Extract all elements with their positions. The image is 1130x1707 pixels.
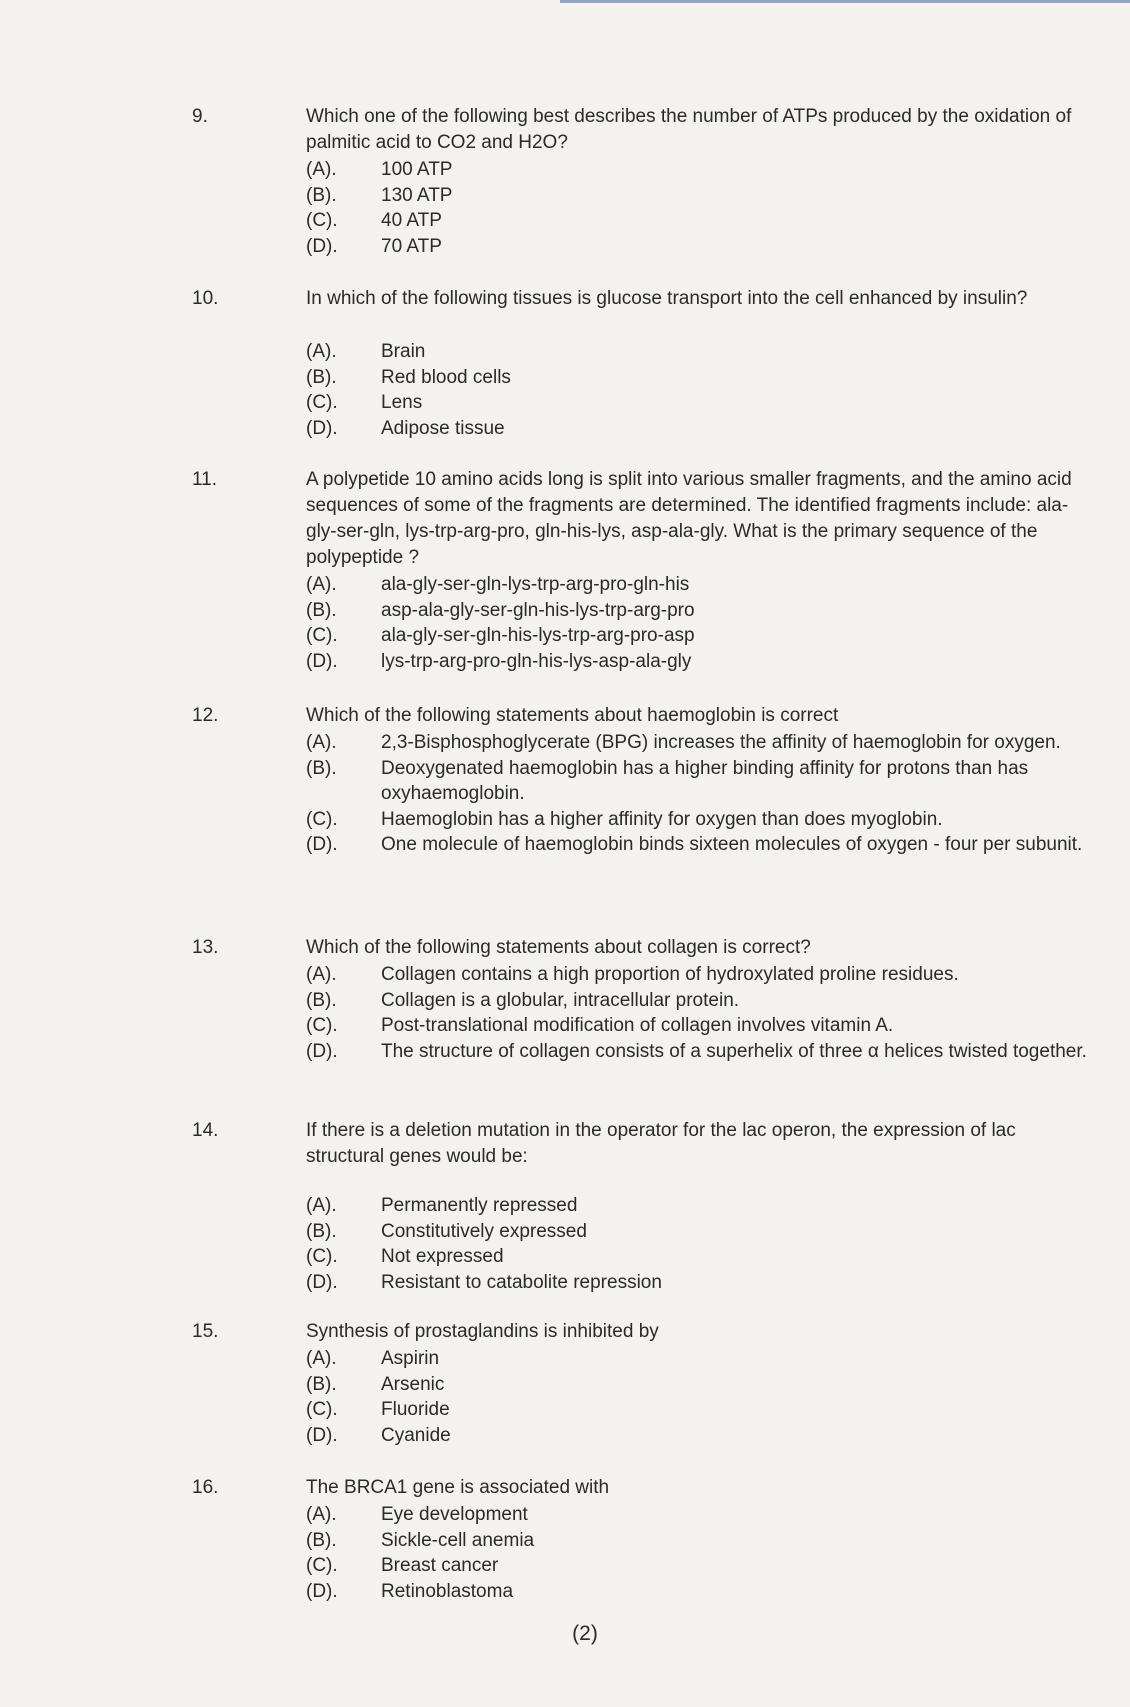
option-c (306, 1553, 1096, 1579)
option-a (306, 339, 1096, 365)
option-text: Collagen is a globular, intracellular protein. (381, 989, 740, 1011)
option-text: 2,3-Bisphosphoglycerate (BPG) increases the affinity of haemoglobin for oxygen. (381, 732, 1061, 753)
option-label: (B). (306, 599, 337, 621)
option-text: lys-trp-arg-pro-gln-his-lys-asp-ala-gly (381, 650, 692, 672)
option-label: (A). (306, 1504, 337, 1525)
option-text: Breast cancer (381, 1555, 499, 1576)
option-text: 40 ATP (381, 210, 442, 231)
option-c (306, 807, 1096, 833)
option-label: (D). (306, 1580, 338, 1602)
option-label: (D). (306, 235, 338, 257)
option-text: ala-gly-ser-gln-lys-trp-arg-pro-gln-his (381, 574, 690, 595)
option-a (306, 1346, 1096, 1372)
option-list (306, 730, 1096, 858)
question-text: A polypetide 10 amino acids long is split into various smaller fragments, and the amino acid sequences of some of the fragments are determined. The identified fragments include: ala-gly-ser-gln, lys-trp-arg-pro, gln-his-lys, asp-ala-gly. What is the primary sequence of the polypeptide ? (306, 469, 1072, 568)
option-c (306, 623, 1096, 649)
option-label: (C). (306, 808, 338, 830)
option-d (306, 1270, 1096, 1296)
option-d (306, 234, 1096, 260)
question-text: Synthesis of prostaglandins is inhibited by (306, 1321, 659, 1342)
option-b (306, 365, 1096, 391)
option-label: (C). (306, 210, 338, 231)
option-label: (D). (306, 650, 338, 672)
option-b (306, 183, 1096, 209)
question-number: 11. (192, 469, 218, 490)
option-text: Arsenic (381, 1373, 445, 1395)
option-label: (A). (306, 732, 337, 753)
question-number: 10. (192, 288, 219, 309)
option-label: (A). (306, 574, 337, 595)
option-c (306, 390, 1096, 416)
option-list (306, 339, 1096, 441)
question-number: 14. (192, 1120, 219, 1141)
option-text: Constitutively expressed (381, 1220, 587, 1242)
option-list (306, 1346, 1096, 1448)
option-d (306, 832, 1096, 858)
option-label: (A). (306, 964, 337, 985)
option-d (306, 416, 1096, 442)
option-label: (D). (306, 1040, 338, 1062)
option-list (306, 572, 1096, 674)
option-b (306, 988, 1096, 1014)
option-label: (C). (306, 1015, 338, 1036)
option-text: Resistant to catabolite repression (381, 1271, 662, 1293)
question-number: 13. (192, 937, 219, 958)
option-text: Not expressed (381, 1246, 504, 1267)
option-a (306, 1193, 1096, 1219)
option-label: (B). (306, 757, 337, 779)
option-label: (A). (306, 1348, 337, 1369)
option-label: (D). (306, 1271, 338, 1293)
option-label: (C). (306, 625, 338, 646)
option-label: (A). (306, 341, 337, 362)
option-label: (B). (306, 366, 337, 388)
option-label: (A). (306, 1195, 337, 1216)
option-b (306, 598, 1096, 624)
option-label: (C). (306, 1246, 338, 1267)
question-number: 15. (192, 1321, 219, 1342)
option-text: The structure of collagen consists of a superhelix of three α helices twisted together. (381, 1040, 1087, 1062)
question-number: 16. (192, 1477, 219, 1498)
option-label: (B). (306, 1529, 337, 1551)
option-a (306, 572, 1096, 598)
option-label: (D). (306, 1424, 338, 1446)
option-text: 70 ATP (381, 235, 442, 257)
page-number: (2) (572, 1622, 598, 1645)
option-b (306, 1219, 1096, 1245)
option-label: (B). (306, 1220, 337, 1242)
option-text: Lens (381, 392, 423, 413)
question-text: The BRCA1 gene is associated with (306, 1477, 610, 1498)
question-text: Which one of the following best describes the number of ATPs produced by the oxidation of palmitic acid to CO2 and H2O? (306, 106, 1072, 153)
option-text: 100 ATP (381, 159, 453, 180)
option-label: (B). (306, 1373, 337, 1395)
option-c (306, 1013, 1096, 1039)
option-text: One molecule of haemoglobin binds sixteen molecules of oxygen - four per subunit. (381, 834, 1083, 855)
option-b (306, 1528, 1096, 1554)
question-number: 9. (192, 106, 208, 127)
option-text: Deoxygenated haemoglobin has a higher binding affinity for protons than has oxyhaemoglobin. (381, 757, 1029, 804)
option-a (306, 962, 1096, 988)
option-text: Aspirin (381, 1348, 440, 1369)
option-d (306, 1579, 1096, 1605)
option-text: asp-ala-gly-ser-gln-his-lys-trp-arg-pro (381, 599, 695, 621)
question-text: Which of the following statements about haemoglobin is correct (306, 705, 839, 726)
option-list (306, 157, 1096, 259)
option-label: (B). (306, 184, 337, 206)
question-number: 12. (192, 705, 219, 726)
option-label: (C). (306, 392, 338, 413)
option-b (306, 1372, 1096, 1398)
option-c (306, 208, 1096, 234)
option-label: (C). (306, 1555, 338, 1576)
option-list (306, 1193, 1096, 1295)
option-text: Retinoblastoma (381, 1580, 514, 1602)
option-list (306, 1502, 1096, 1604)
question-text: Which of the following statements about collagen is correct? (306, 937, 811, 958)
option-d (306, 649, 1096, 675)
option-text: Haemoglobin has a higher affinity for oxygen than does myoglobin. (381, 808, 943, 830)
question-text: In which of the following tissues is glucose transport into the cell enhanced by insulin? (306, 288, 1028, 309)
option-text: Sickle-cell anemia (381, 1529, 535, 1551)
option-text: Adipose tissue (381, 417, 505, 439)
option-b (306, 756, 1096, 807)
option-text: Fluoride (381, 1399, 450, 1420)
option-text: Post-translational modification of collagen involves vitamin A. (381, 1015, 894, 1036)
option-label: (C). (306, 1399, 338, 1420)
option-text: 130 ATP (381, 184, 453, 206)
option-text: ala-gly-ser-gln-his-lys-trp-arg-pro-asp (381, 625, 695, 646)
option-text: Red blood cells (381, 366, 511, 388)
option-text: Collagen contains a high proportion of hydroxylated proline residues. (381, 964, 959, 985)
option-d (306, 1423, 1096, 1449)
question-text: If there is a deletion mutation in the operator for the lac operon, the expression of lac structural genes would be: (306, 1120, 1016, 1167)
option-c (306, 1244, 1096, 1270)
option-label: (B). (306, 989, 337, 1011)
option-label: (A). (306, 159, 337, 180)
option-label: (D). (306, 834, 338, 855)
option-d (306, 1039, 1096, 1065)
option-list (306, 962, 1096, 1064)
option-text: Eye development (381, 1504, 528, 1525)
option-a (306, 1502, 1096, 1528)
option-label: (D). (306, 417, 338, 439)
option-a (306, 157, 1096, 183)
option-text: Permanently repressed (381, 1195, 578, 1216)
option-a (306, 730, 1096, 756)
option-c (306, 1397, 1096, 1423)
option-text: Brain (381, 341, 426, 362)
option-text: Cyanide (381, 1424, 451, 1446)
